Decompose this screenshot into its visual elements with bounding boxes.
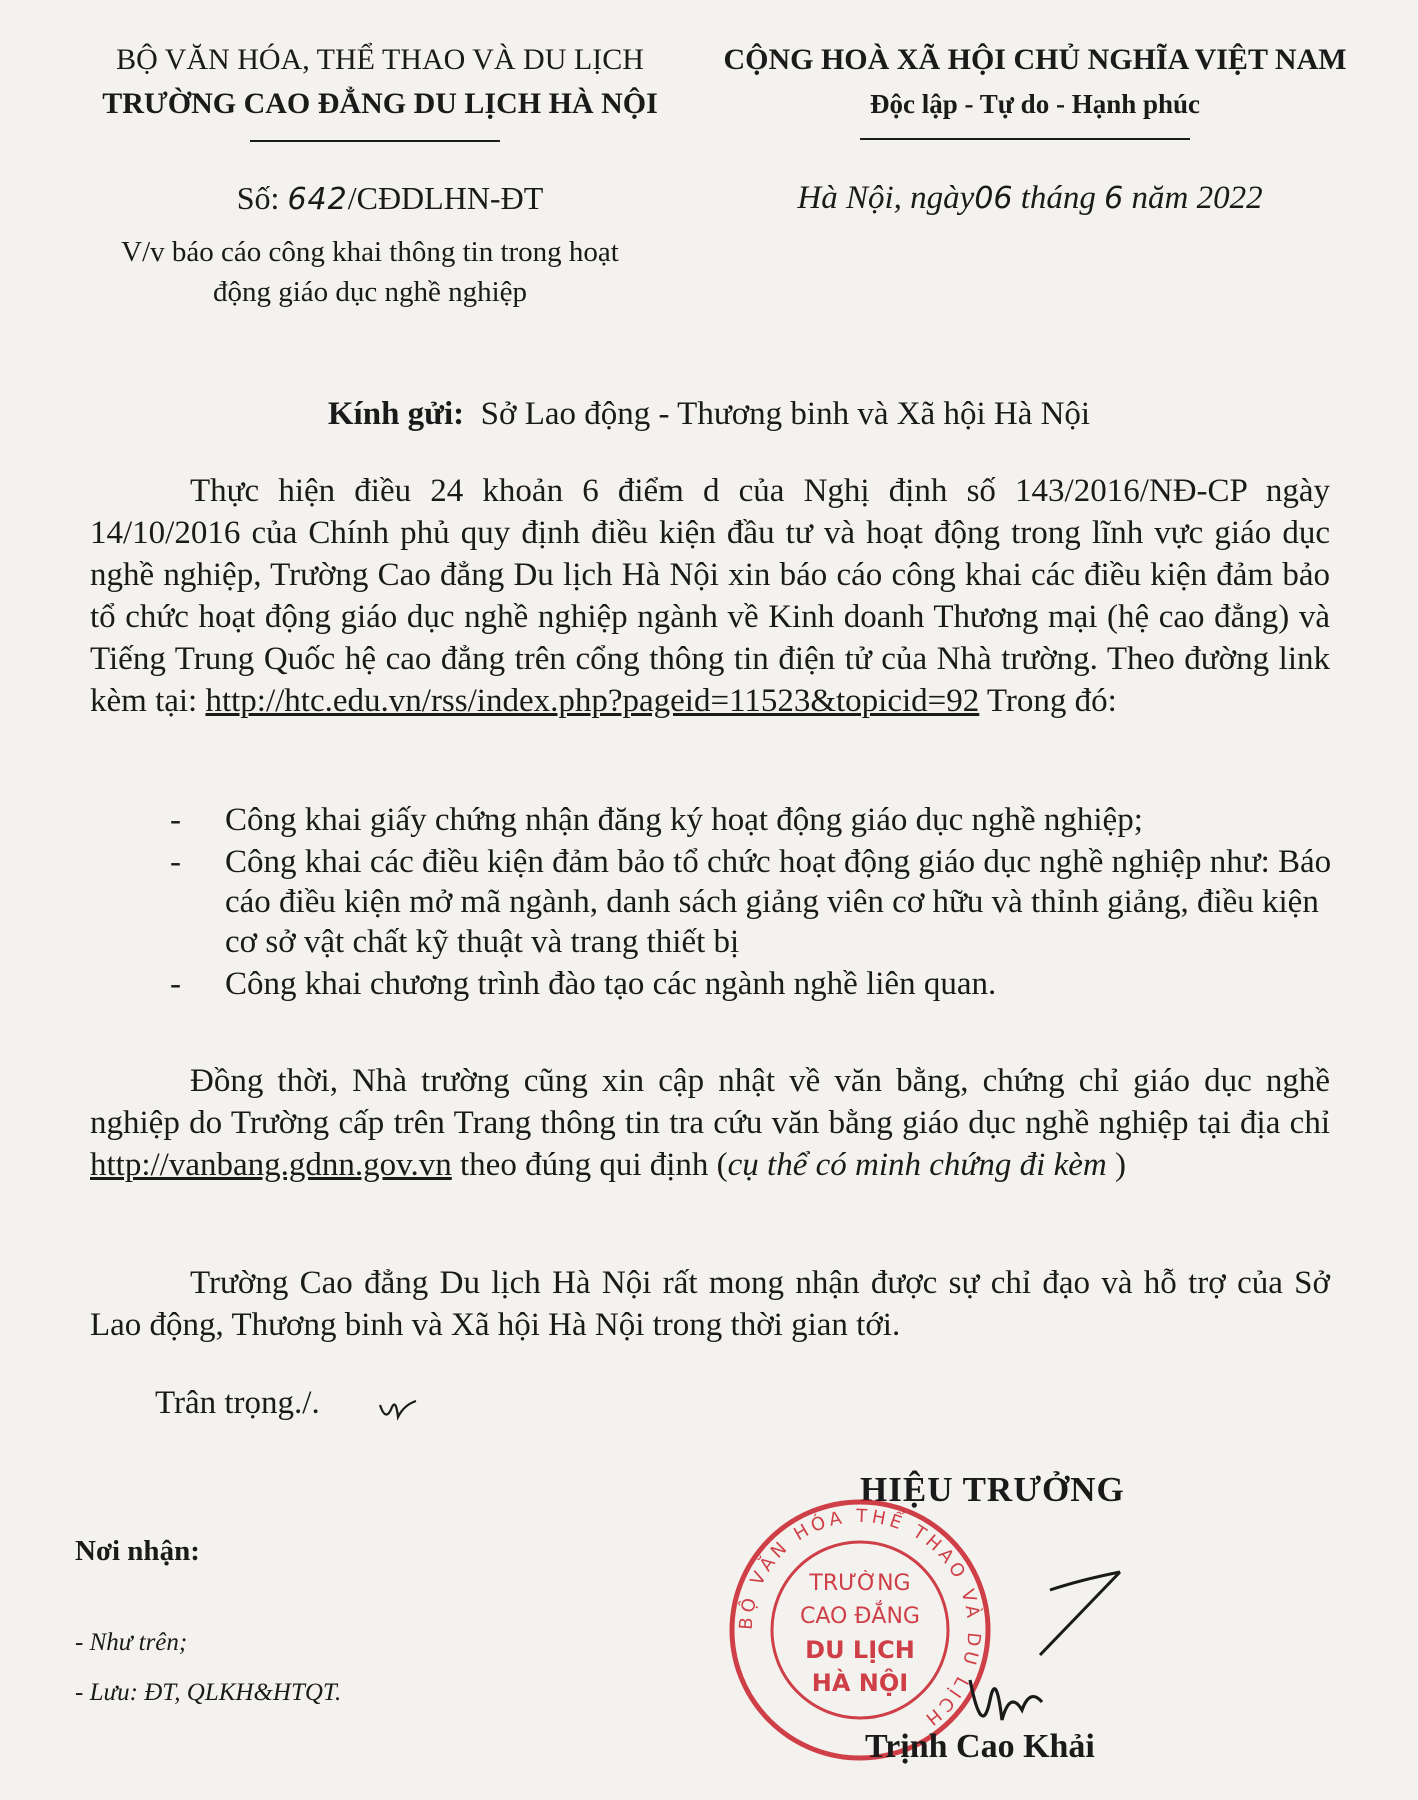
- bullet-dash: -: [170, 802, 181, 838]
- motto: Độc lập - Tự do - Hạnh phúc: [869, 89, 1201, 119]
- school-name: TRƯỜNG CAO ĐẲNG DU LỊCH HÀ NỘI: [102, 87, 658, 120]
- initials-scribble-icon: [378, 1395, 418, 1425]
- vanbang-link[interactable]: http://vanbang.gdnn.gov.vn: [90, 1147, 452, 1183]
- recipient-line: [0, 396, 1418, 433]
- subject-line-1: V/v báo cáo công khai thông tin trong hoạt: [121, 236, 619, 268]
- recipient-item: - Như trên;: [75, 1629, 188, 1656]
- htc-link[interactable]: http://htc.edu.vn/rss/index.php?pageid=11523&topicid=92: [205, 683, 980, 719]
- seal-line: DU LỊCH: [805, 1636, 915, 1664]
- paragraph-1-text: Thực hiện điều 24 khoản 6 điểm d của Nghị định số 143/2016/NĐ-CP ngày 14/10/2016 của Chính phủ quy định điều kiện đầu tư và hoạt động trong lĩnh vực giáo dục nghề nghiệp, Trường Cao đẳng Du lịch Hà Nội xin báo cáo công khai các điều kiện đảm bảo tổ chức hoạt động giáo dục nghề nghiệp ngành về Kinh doanh Thương mại (hệ cao đẳng) và Tiếng Trung Quốc hệ cao đẳng trên cổng thông tin điện tử của Nhà trường. Theo đường link kèm tại:: [90, 473, 1330, 719]
- seal-line: CAO ĐẲNG: [800, 1604, 920, 1629]
- issuer-header: [60, 38, 700, 126]
- nation-name: CỘNG HOÀ XÃ HỘI CHỦ NGHĨA VIỆT NAM: [723, 43, 1347, 76]
- signer-title: HIỆU TRƯỞNG: [860, 1470, 1125, 1509]
- list-item: [160, 800, 1340, 840]
- paragraph-1: [90, 470, 1330, 722]
- signer-name: Trịnh Cao Khải: [865, 1728, 1095, 1765]
- recipient-name: Sở Lao động - Thương binh và Xã hội Hà Nội: [480, 396, 1091, 432]
- bullet-dash: -: [170, 844, 181, 880]
- recipient-label: Kính gửi:: [327, 396, 465, 432]
- closing-regards: Trân trọng./.: [155, 1385, 320, 1421]
- paragraph-3-text: Trường Cao đẳng Du lịch Hà Nội rất mong nhận được sự chỉ đạo và hỗ trợ của Sở Lao động, Thương binh và Xã hội Hà Nội trong thời gian tới.: [90, 1265, 1330, 1343]
- paragraph-2-mid: theo đúng qui định (: [451, 1147, 728, 1183]
- paragraph-2-italic: cụ thể có minh chứng đi kèm: [727, 1147, 1107, 1183]
- date-prefix: Hà Nội, ngày: [797, 180, 975, 216]
- seal-line: HÀ NỘI: [811, 1669, 909, 1697]
- paragraph-2-text: Đồng thời, Nhà trường cũng xin cập nhật về văn bằng, chứng chỉ giáo dục nghề nghiệp do Trường cấp trên Trang thông tin tra cứu văn bằng giáo dục nghề nghiệp tại địa chỉ: [90, 1063, 1330, 1141]
- paragraph-1-end: Trong đó:: [979, 683, 1117, 719]
- seal-line: TRƯỜNG: [809, 1571, 911, 1596]
- paragraph-2-end: ): [1106, 1147, 1126, 1183]
- issuer-underline: [250, 140, 500, 142]
- paragraph-3: [90, 1262, 1330, 1346]
- doc-number-suffix: /CĐDLHN-ĐT: [347, 180, 544, 216]
- date-day: 06: [974, 181, 1013, 216]
- bullet-dash: -: [170, 966, 181, 1002]
- recipients-title: Nơi nhận:: [75, 1535, 200, 1567]
- doc-number-handwritten: 642: [287, 182, 348, 217]
- subject-line-2: động giáo dục nghề nghiệp: [212, 276, 528, 308]
- date-year: năm 2022: [1123, 180, 1263, 216]
- document-number: [140, 180, 640, 217]
- bullet-text: Công khai chương trình đào tạo các ngành nghề liên quan.: [225, 966, 997, 1002]
- list-item: [160, 842, 1340, 962]
- bullet-text: Công khai giấy chứng nhận đăng ký hoạt động giáo dục nghề nghiệp;: [225, 802, 1143, 838]
- bullet-text: Công khai các điều kiện đảm bảo tổ chức hoạt động giáo dục nghề nghiệp như: Báo cáo điều kiện mở mã ngành, danh sách giảng viên cơ hữu và thỉnh giảng, điều kiện cơ sở vật chất kỹ thuật và trang thiết bị: [225, 844, 1332, 960]
- paragraph-2: [90, 1060, 1330, 1186]
- recipients-block: [75, 1535, 341, 1718]
- bullet-list: [160, 800, 1340, 1006]
- date-month: 6: [1104, 181, 1124, 216]
- date-month-label: tháng: [1012, 180, 1105, 216]
- nation-header: [690, 38, 1380, 126]
- recipient-item: - Lưu: ĐT, QLKH&HTQT.: [75, 1679, 342, 1706]
- list-item: [160, 964, 1340, 1004]
- document-subject: [70, 232, 670, 312]
- doc-number-prefix: Số:: [236, 180, 288, 216]
- seal-ring-text: BỘ VĂN HÓA THỂ THAO VÀ DU LỊCH: [735, 1505, 985, 1732]
- ministry-name: BỘ VĂN HÓA, THỂ THAO VÀ DU LỊCH: [116, 43, 644, 76]
- motto-underline: [860, 138, 1190, 140]
- document-date: [700, 180, 1360, 217]
